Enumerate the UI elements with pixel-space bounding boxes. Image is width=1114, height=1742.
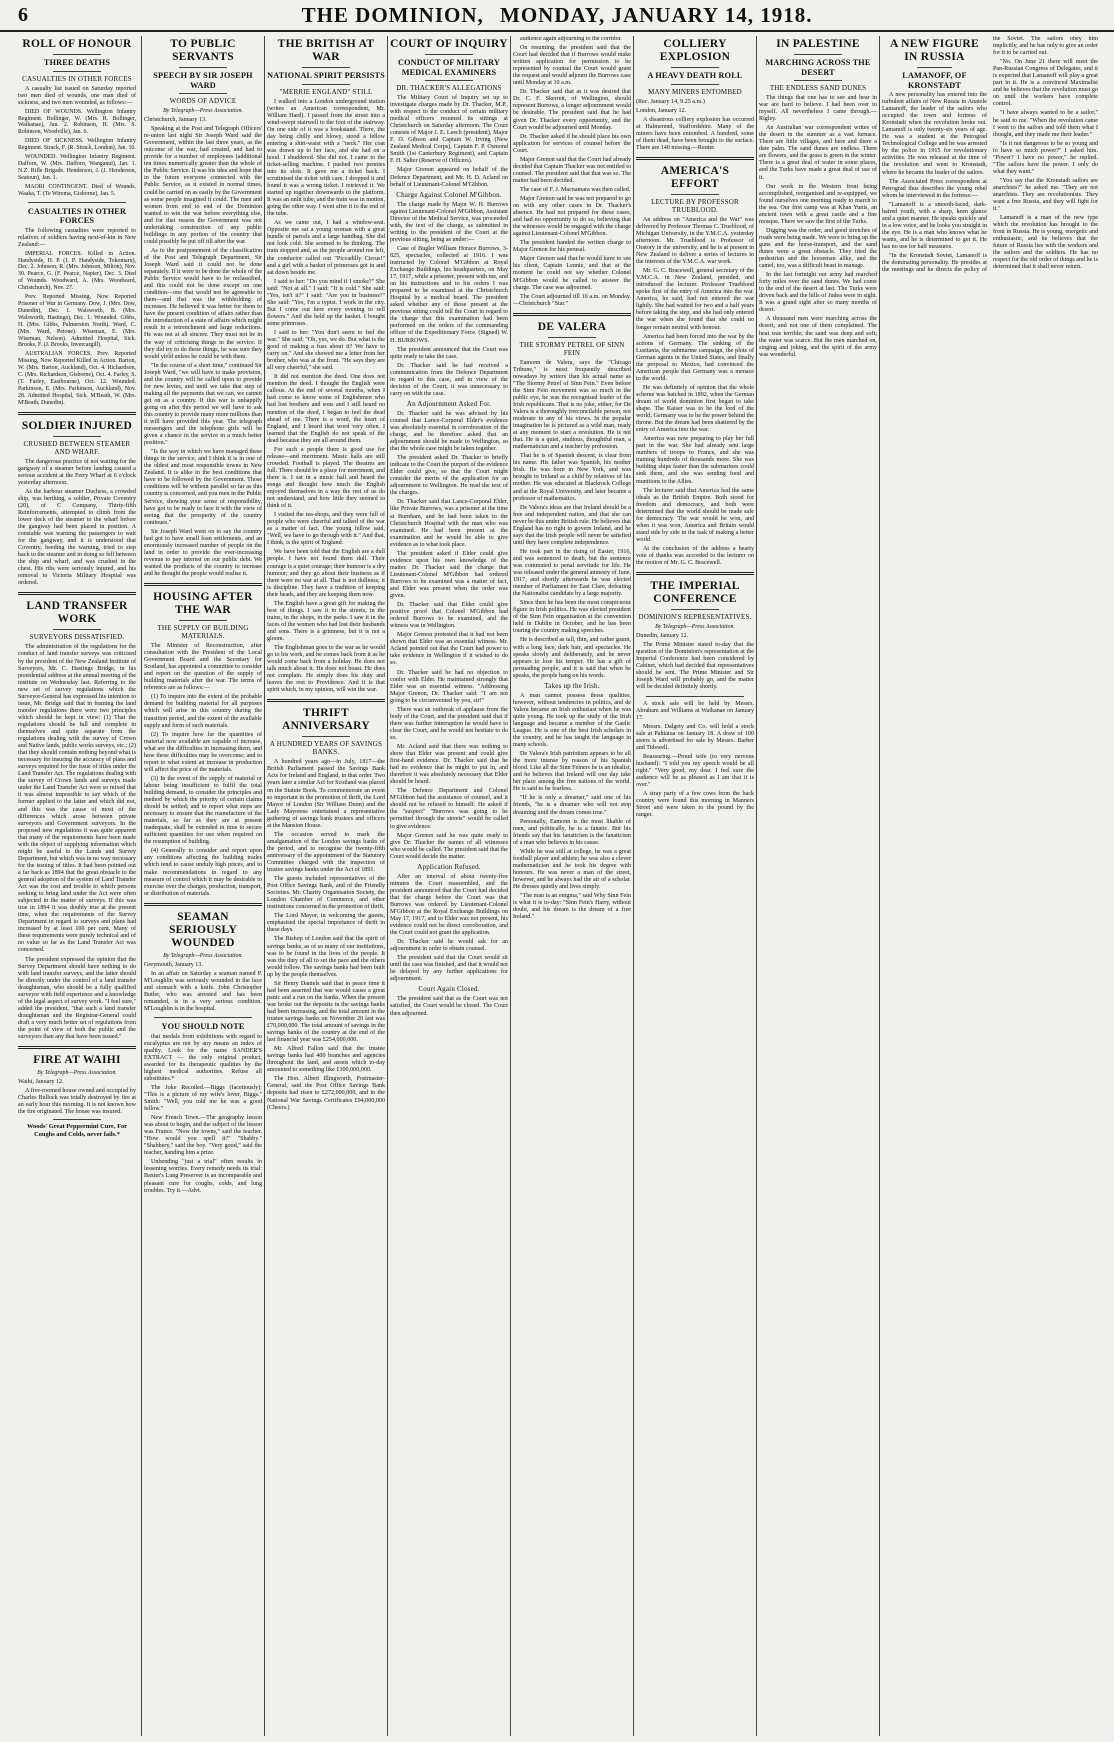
divider xyxy=(179,93,227,94)
article-paragraph: Personally, Eamonn is the most likable of men, and politically, he is a fanatic. But his friends say that his fanaticism is the fanaticism of a man who believes in his cause. xyxy=(513,818,631,846)
article-paragraph: The president expressed the opinion that the Survey Department should have nothing to do with land transfer surveys, and the latter should be directly under the control of a land transfer draughtsman, who should be a fully qualified surveyor with field experience and a knowledge of the legal aspect of survey work. "I feel sure," added the president, "that such a land transfer draughtsman and the Registrar-General could draft a very much better set of regulations from the point of view of both the public and the surveyors than any that have been issued." xyxy=(18,956,136,1041)
divider xyxy=(671,609,719,610)
dateline: Greymouth, January 13. xyxy=(144,961,203,968)
advertisement: Unbending "just a trial" often results in lessening worries. Every remedy needs its trial: Baxter's Lung Preserver is an incomparable and pleasant cure for coughs, colds, and lung troubles. Try it.—Advt. xyxy=(144,1159,262,1194)
article-paragraph: An address on "America and the War" was delivered by Professor Thomas C. Trueblood, of Michigan University, in the Y.M.C.A. yesterday afternoon. Mr. Trueblood is Professor of Oratory in the university, and he is at present in New Zealand to deliver a series of lectures in the interests of the Y.M.C.A. war work. xyxy=(636,216,754,266)
divider xyxy=(302,67,350,68)
subhead: THE SUPPLY OF BUILDING MATERIALS. xyxy=(157,624,249,641)
divider xyxy=(18,412,136,415)
column-rule xyxy=(879,36,880,1736)
article-paragraph: It did not mention the deed. One does not mention the deed. I thought the English were callous. At the end of several months, when I had come to know some of Englishmen who had lost brothers and sons and I still heard no mention of the deed, I began to feel the dead ahead of me. There is a word, the heart of England, and I heard that word very often. I learned that the English do not speak of the dead because they are all around them. xyxy=(267,374,385,444)
article-paragraph: Since then he has been the most conspicuous figure in Irish politics. He was elected president of the Sinn Fein organisation at the convention held in Dublin in October, and he has been touring the country making speeches. xyxy=(513,600,631,635)
advertisement: Woods' Great Peppermint Cure, For Coughs and Colds, never fails.* xyxy=(26,1123,128,1138)
received-line: (Rec. January 14, 9.25 a.m.) xyxy=(636,98,705,105)
column-rule xyxy=(264,36,265,1736)
dateline: Christchurch, January 13. xyxy=(144,117,207,124)
column-palestine xyxy=(759,36,877,1736)
column-public-servants xyxy=(144,36,262,1736)
article-paragraph: The Bishop of London said that the spirit of savings banks, as of so many of our institutions, was to be found in the lives of the people. It was the duty of all to set the pace and the others would follow. The savings banks had been built up by the people themselves. xyxy=(267,936,385,978)
divider xyxy=(179,67,227,68)
page-number: 6 xyxy=(18,4,28,26)
headline-court-of-inquiry: COURT OF INQUIRY xyxy=(390,38,508,50)
divider xyxy=(425,54,473,55)
divider xyxy=(917,67,952,68)
article-paragraph: There was an outbreak of applause from the body of the Court, and the president said that if there was further interruption he would have to clear the Court, and he would not hesitate to do so. xyxy=(390,706,508,741)
article-paragraph: Dr. Thacker said that as it was desired that Dr. C. F. Skerrett, of Wellington, should represent Burrows, a longer adjournment would be desirable. The president said that he had given Dr. Thacker every opportunity, and the Court would be adjourned until Monday. xyxy=(513,89,631,131)
article-paragraph: He was definitely of opinion that the whole scheme was hatched in 1892, when the German dream of world dominion first began to take shape. The Kaiser was to be the lord of the world; Germany was to be the power behind the throne. But the dream had been shattered by the entry of America into the war. xyxy=(636,384,754,434)
divider xyxy=(302,84,350,85)
article-paragraph: "In the Kronstadt Soviet, Lamanoff is the dominating personality. He presides at the meetings and he directs the policy of the Soviet. The sailors obey him implicitly, and he has only to give an order for it to be carried out. xyxy=(882,36,1098,274)
divider xyxy=(18,1046,136,1049)
subhead: MARCHING ACROSS THE DESERT xyxy=(765,58,871,77)
article-paragraph: Messrs. Dalgety and Co. will hold a stock sale at Pahiatua on January 18. A draw of 100 steers is advertised for sale by Messrs. Barber and Tidswell. xyxy=(636,723,754,751)
divider xyxy=(513,313,631,316)
article-paragraph: A stock sale will be held by Messrs. Abraham and Williams at Waikanae on January 17. xyxy=(636,700,754,721)
column-court-of-inquiry xyxy=(390,36,508,1736)
article-paragraph: The case of F. J. Macnamara was then called. xyxy=(520,186,631,193)
article-paragraph: Dr. Thacker said he was advised by his counsel that Lance-Corporal Elder's evidence was absolutely essential in corroboration of the charge, and he therefore asked that an adjournment should be made to Wellington, so that the whole case might be taken together. xyxy=(390,410,508,453)
article-paragraph: As to the postponement of the classification of the Post and Telegraph Department, Sir Joseph Ward said it could not be done separately. If it were to be done the whole of the Public Service would have to be reclassified, and this could not be done except on one condition—one that would not be agreeable to them—and that was the withholding of increases. He believed it was better for them to have the present condition of affairs rather than the introduction of a state of affairs which might result in a retrenchment and large reductions. He was not at all sincere. They must not be in the way of criticising things in the service. If they did try to do these things, he was sure they would yield unless he could be with them. xyxy=(144,247,262,360)
article-paragraph: The dangerous practice of not waiting for the gangway of a steamer before landing caused a serious accident at the Ferry Wharf at 6 o'clock yesterday afternoon. xyxy=(18,458,136,486)
article-paragraph: I said to her: "You don't seem to feel the war." She said: "Oh, yes, we do. But what is the good of making a fuss about it? We have to carry on." And she showed me a letter from her brother, who was at the front. "He says they are all very cheerful," she said. xyxy=(267,330,385,372)
russia-flow xyxy=(882,36,1098,1736)
article-paragraph: Dr. Thacker said he had received a communication from the Defence Department in regard to this case, and in view of the decision of the Court, it was unnecessary to carry on with the case. xyxy=(390,362,508,397)
article-paragraph: On resuming, the president said that the Court had decided that if Burrows would make written application for permission to be represented by counsel the Court would grant the request and would adjourn the Burrows case until Monday at 10 a.m. xyxy=(513,45,631,87)
article-paragraph: A new personality has entered into the turbulent affairs of New Russia in Anatole Lamanoff, the leader of the sailors who occupied the town and fortress of Kronstadt when the revolution broke out. Lamanoff is only twenty-six years of age. He was a student at the Petrograd Technological College and he was arrested by the police in 1915 for revolutionary activities. He was released at the time of the revolution and went to Kronstadt, where he became the leader of the sailors. xyxy=(882,92,987,176)
article-paragraph: The Court adjourned till 10 a.m. on Monday.—Christchurch "Star." xyxy=(513,293,631,307)
divider xyxy=(267,699,385,702)
article-paragraph: The occasion served to mark the amalgamation of the London savings banks of the period, and to recognise the twenty-fifth anniversary of the appointment of the Statutory Committee charged with the inspection of trustee savings banks under the Act of 1891. xyxy=(267,831,385,874)
headline-imperial-conference: THE IMPERIAL CONFERENCE xyxy=(650,580,740,606)
article-paragraph: Major Grenon said he was not prepared to go on with any other cases in Dr. Thacker's absence. He had not prepared for these cases, and had no opportunity to do so, believing that the witnesses would be engaged with the charge against Lieutenant-Colonel M'Gibbon. xyxy=(513,195,631,238)
article-paragraph: The Hon. Albert Illingworth, Postmaster-General, said the Post Office Savings Bank deposits had risen to £272,000,000, and in the National War Savings Certificates £94,000,000 (Cheers.) xyxy=(267,1076,385,1111)
article-paragraph: The president asked if Elder could give evidence upon his own knowledge of the matter. Dr. Thacker said the charge that Lieutenant-Colonel M'Gibbon had ordered Burrows to be examined was a matter of fact, and Elder was present when the order was given. xyxy=(390,550,508,600)
headline-roll-of-honour: ROLL OF HONOUR xyxy=(22,38,132,50)
advertisement: that medals from exhibitions with regard to eucalyptus are not by any means an index of quality. Look for the name SANDER'S EXTRACT — the only original product, awarded for its therapeutic qualities by the highest medical authorities. Refuse all substitutes.* xyxy=(144,1033,262,1082)
byline: By Telegraph—Press Association. xyxy=(163,108,243,114)
article-paragraph: Case of Bugler William Horace Burrows, 3-825, spectacles, collected at 1916. I was instructed by Colonel M'Gibbon at Royal Exchange Buildings, his headquarters, on May 17, 1917, while a prisoner, present with me, and on his instructions and to his orders I was prepared to be examined at the Christchurch Hospital by a medical board. The president asked whether any of those present at the previous sitting could tell the Court in regard to the charge that this examination had been performed on the orders of the commanding officer of the Expeditionary Force. (Signed) W. H. BURROWS. xyxy=(390,245,508,344)
article-paragraph: Dr. Thacker said he would ask for an adjournment in order to obtain counsel. xyxy=(390,939,508,953)
article-paragraph: The charge made by Major W. H. Burrows against Lieutenant-Colonel M'Gibbon, Assistant Director of the Medical Service, was proceeded with, the text of the charge, as submitted in writing to the president of the Court at the previous sitting, being as under:— xyxy=(390,201,508,243)
divider xyxy=(53,1119,101,1120)
dateline: Dunedin, January 12. xyxy=(636,633,689,640)
divider xyxy=(144,583,262,586)
article-paragraph: The president announced that the Court was quite ready to take the case. xyxy=(390,346,508,360)
article-paragraph: The president said that as the Court was not satisfied, the Court would be closed. The Court then adjourned. xyxy=(390,996,508,1017)
article-paragraph: Speaking at the Post and Telegraph Officers' re-union last night Sir Joseph Ward said the Government, within the last three years, as the outcome of the war, had created, and had to provide for a number of employees (additional ten times numerically greater than the whole of the Public Service. It was his idea and hope that in the future everyone connected with the Public Service, as it existed in normal times, could be carried on as easily by the Government as some people imagined it could. The men and women from end to end of the Dominion wanted to win the war before everything else, and for that reason the Government was not undertaking construction of any public buildings in any portion of the country that could possibly be put off till after the war. xyxy=(144,126,262,245)
article-paragraph: Mr. Alfred Fallon said that the trustee savings banks had 400 branches and agencies throughout the land, and assets which to-day amounted to something like £100,000,000. xyxy=(267,1046,385,1074)
casualty-list: DIED OF WOUNDS. Wellington Infantry Regiment. Bollinger, W. (Mrs. R. Bollinger, Waikanae), Jan. 2. Robinson, H. (Mrs. S. Robinson, Woodville), Jan. 6. xyxy=(18,108,136,136)
article-paragraph: As we came out, I had a window-seat. Opposite me sat a young woman with a great bundle of parcels and a large handbag. She did not look cold. She seemed to be thinking. The train stopped and, as the people around me left, the conductor called out "Piccadilly Circus!" and a girl with a basket of primroses got in and sat down beside me. xyxy=(267,220,385,276)
article-paragraph: Sir Joseph Ward went on to say the country had got to have small loan settlements, and an enormously increased number of people on the land in order to provide the ever-increasing revenue to pay interest on our public debt. We wanted the products of the country to increase and he thought the people would realise it. xyxy=(144,528,262,577)
subhead: THREE DEATHS xyxy=(43,58,111,67)
issue-date: MONDAY, JANUARY 14, 1918. xyxy=(500,3,813,27)
headline-housing: HOUSING AFTER THE WAR xyxy=(153,591,253,617)
article-paragraph: Eamonn de Valera, says the "Chicago Tribune," is most frequently described nowadays by writers than his actual name as "The Stormy Petrel of Sinn Fein." Even before the Sinn Fein movement was so much in the public eye, he was the recognised leader of the Irish republicans. That is no joke, either, for De Valera is a thoroughly irreconcilable person, not moderate in any of his views. In the popular imagination he is pictured as a wild man, ready at any moment to start a revolution. He is not that. He is a quiet, studious, thoughtful man, a mathematician and a teacher by profession. xyxy=(513,359,631,451)
article-paragraph: A man cannot possess those qualities, however, without tendencies in politics, and de Valera became an Irish enthusiast when he was quite young. He took up the study of the Irish language and became a member of the Gaelic League. He is one of the best Irish scholars in the country, and he has taught the language in many schools. xyxy=(513,692,631,749)
article-paragraph: A five-roomed house owned and occupied by Charles Bullock was totally destroyed by fire at an early hour this morning. It is not known how the fire originated. The house was insured. xyxy=(18,1088,136,1116)
article-paragraph: For such a people there is good use for release—and merriment. Music halls are still crowded. Football is played. The theatres are full. There should be a place for merriment, and there is. I sat in a music hall and heard the songs and thought how much the English enjoyed themselves in a way the rest of us do not understand, and how little they seemed to think of it. xyxy=(267,446,385,510)
article-paragraph: The Associated Press correspondent at Petrograd thus describes the young rebel whom he interviewed in the fortress:— xyxy=(882,178,987,199)
article-paragraph: The Englishman goes to the war as he would go to his work, and he comes back from it as he would come back from a holiday. He does not talk much about it. He does not boast. He does not complain. He simply does his duty and leaves the rest to Providence. And it is that spirit which, in my opinion, will win the war. xyxy=(267,645,385,694)
article-paragraph: Major Grenon protested that it had not been shown that Elder was an essential witness. Mr. Acland pointed out that the Court had power to take evidence in Wellington if it wished to do so. xyxy=(390,632,508,667)
headline-colliery-explosion: COLLIERY EXPLOSION xyxy=(659,38,731,63)
casualty-list: Prev. Reported Missing, Now Reported Prisoner of War in Germany. Dow, J. (Mrs. Dow, Dunedin), Dec. 1. Walsworth, B. (Mrs. Walsworth, Hastings), Dec. 1. Wounded. Gibbs, H. (Mrs. Gibbs, Palmerston North). Ward, C. (Mrs. Ward, Petone). Wiseman, E. (Mrs. Wiseman, Nelson). Admitted Hospital, Sick. Brooks, F. (J. Brooks, Invercargill). xyxy=(18,294,136,349)
article-paragraph: "You say that the Kronstadt sailors are anarchists?" he asked me. "They are not anarchists. They are revolutionists. They want a free Russia, and they will fight for it." xyxy=(993,177,1098,213)
article-paragraph: America had been forced into the war by the actions of Germany. The sinking of the Lusitania, the submarine campaign, the plots of German agents in the United States, and finally the proposal to Mexico, had convinced the American people that Germany was a menace to the world. xyxy=(636,333,754,382)
subhead: THE ENDLESS SAND DUNES xyxy=(769,84,867,92)
article-paragraph: The things that one has to see and hear in war are hard to believe. I had been over to myself. All nevertheless I came through.—Rigley. xyxy=(759,95,877,123)
article-paragraph: Major Grenon appeared on behalf of the Defence Department, and Mr. H. D. Acland on behalf of Lieutenant-Colonel M'Gibbon. xyxy=(390,167,508,188)
article-paragraph: "No. On June 21 there will meet the Pan-Russian Congress of Delegates, and it is expected that Lamanoff will play a great part in it. He is a convinced Maximalist and he believes that the revolution must go on until the workers have complete control. xyxy=(993,59,1098,108)
divider xyxy=(548,337,596,338)
subhead: YOU SHOULD NOTE xyxy=(161,1022,245,1032)
divider xyxy=(144,903,262,906)
column-rule xyxy=(633,36,634,1736)
section-head: Charge Against Colonel M'Gibbon. xyxy=(396,190,502,199)
article-paragraph: As the harbour steamer Duchess, a crowded ship, was berthing, a soldier, Private Coventry (20), of C Company, Thirty-fifth Reinforcements, attempted to climb from the lower deck of the steamer to the wharf before the gangway had been placed in position. A constable was warning the passengers to wait for the gangway, and it is understood that Coventry, heeding the warning, tried to step back to the steamer and in doing so fell between the ship and wharf, and was crushed in the chest. His ribs were seriously injured, and his removal to Victoria Military Hospital was ordered. xyxy=(18,488,136,587)
article-paragraph: A casualty list issued on Saturday reported two men died of wounds, one man died of sickness, and two men wounded, as follows:— xyxy=(18,85,136,106)
section-head: An Adjournment Asked For. xyxy=(406,399,492,408)
subhead: CONDUCT OF MILITARY MEDICAL EXAMINERS xyxy=(397,58,501,77)
subhead: WORDS OF ADVICE xyxy=(169,97,237,105)
subhead: CRUSHED BETWEEN STEAMER AND WHARF. xyxy=(23,439,131,456)
article-paragraph: Digging was the order, and good stretches of roads were being made. We were to bring up the guns and the horse-transport, and the sand dunes were a great obstacle. They tried the pedestrian and the horseman alike, and the camel, too, was a difficult beast to manage. xyxy=(759,227,877,270)
divider xyxy=(302,736,350,737)
article-paragraph: I walked into a London underground station (writes an American correspondent, Mr. William Hard). I passed from the street into a wind-swept stairwell to the foot of the stairway. On one side of it was a bookstand. There, the day being chilly and blowy, stood a fellow entering a shirt-waist with a "neck." Her coat was drawn up to her face, and she had on a hood. I shuddered. She did not. I came to the ticket-selling machine. I pushed two pennies into its slots. It gave me a ticket back. I scrutinised the ticket with care. I dropped it and found it was a wrong ticket. I retrieved it. We started up together downwards to the platform. It was an unlit tube, and the train was in motion, going the other way. I went after it to the end of the tube. xyxy=(267,98,385,218)
divider xyxy=(53,436,101,437)
article-paragraph: Mr. G. C. Bracewell, general secretary of the Y.M.C.A. in New Zealand, presided, and introduced the lecturer. Professor Trueblood spoke first of the entry of America into the war. America, he said, had not entered the war lightly. She had waited for two and a half years before taking the step, and she had only entered the war when she found that she could no longer remain neutral with honour. xyxy=(636,268,754,331)
column-rule xyxy=(387,36,388,1736)
paper-name: THE DOMINION, xyxy=(301,3,484,27)
divider xyxy=(794,54,842,55)
headline-de-valera: DE VALERA xyxy=(537,320,607,333)
section-head: Court Again Closed. xyxy=(418,985,480,994)
article-paragraph: He took part in the rising of Easter, 1916, and was sentenced to death, but the sentence was commuted to penal servitude for life. He was released under the general amnesty of June, 1917, and shortly afterwards he was elected member of Parliament for East Clare, defeating the Nationalist candidate by a large majority. xyxy=(513,548,631,598)
article-paragraph: (2) To inquire how far the quantities of material now available are capable of increase, what are the difficulties in increasing them, and how these difficulties may be overcome; and to report to what extent an increase in production will affect the price of the materials. xyxy=(144,731,262,773)
article-paragraph: Dr. Thacker said that Elder could give positive proof that Colonel M'Gibbon had ordered Burrows to be examined, and the witness was in Wellington. xyxy=(390,602,508,630)
article-paragraph: The administration of the regulations for the conduct of land transfer surveys was criticised by the president of the New Zealand Institute of Surveyors, Mr. C. Hastings Bridge, in his presidential address at the annual meeting of the institute on Wednesday last. Referring to the new set of survey regulations which the Surveyor-General has expressed his intention to issue, Mr. Bridge said that in framing the land transfer regulations there were two principles which should be kept in view: (1) That the regulations should be full and complete in themselves and quite separate from the regulations dealing with the survey of Crown and Native lands, public works surveys, etc.; (2) that they should contain nothing beyond what is necessary for insuring the accuracy of plans and surveys required for the issue of titles under the Land Transfer Act. The regulations dealing with the survey of Crown lands and surveys made under the Land Transfer Act were so mixed that it was almost impossible to say which of the former applied to the latter and which did not, and this was the cause of most of the differences which arose between private surveyors and Government surveyors. In the proposed new regulations it was quite apparent that many of the requirements have been made with the object of supplying information which might be useful to the Lands and Survey Department, but which was in no way necessary for the issuing of titles. It had been pointed out a far back as 1894 that the great obstacle to the general adoption of the system of Land Transfer Act was the cost and trouble to which persons seeking to bring land under the Act were often subjected in the matter of surveys. If this was true in 1894 it was doubly true at the present time, when the requirements of the Survey Department in regard to surveys and plans had increased by at least 100 per cent. Many of these requirements were purely technical and of no value so far as the Land Transfer Act was concerned. xyxy=(18,644,136,954)
article-paragraph: The Prime Minister stated to-day that the question of the Dominion's representation at the Imperial Conference had been considered by Cabinet, which had decided that representatives should be sent. The Prime Minister and Sir Joseph Ward will probably go, and the matter will be decided definitely shortly. xyxy=(636,642,754,691)
article-paragraph: New French Town.—The geography lesson was about to begin, and the subject of the lesson was France. "Now the towns," said the teacher. "How would you spell it?" "Shabby." "Shabbery," said the boy. "Very good," said the teacher, handing him a prize. xyxy=(144,1115,262,1157)
column-roll-of-honour xyxy=(18,36,136,1736)
divider xyxy=(53,54,101,55)
article-paragraph: He is described as tall, thin, and rather gaunt, with a long face, dark hair, and spectacles. He speaks slowly and deliberately, and he never appears to lose his temper. He has a gift of persuading people, and it is said that when he speaks, the people hang on his words. xyxy=(513,637,631,679)
article-paragraph: The Joke Recoiled.—Biggs (facetiously): "This is a picture of my wife's lover, Biggs." Smith: "Well, you told me he was a good fellow." xyxy=(144,1084,262,1113)
divider xyxy=(646,696,744,697)
article-paragraph: An Australian war correspondent writes of the desert in the summer as a vast furnace. There are little villages, and here and there a date palm. The sand dunes are endless. There are flowers, and the grass is green in the winter. There is a great deal of water in some places, and the Turks have made a great deal of use of it. xyxy=(759,125,877,181)
column-rule xyxy=(141,36,142,1736)
article-paragraph: The lecturer said that America had the same ideals as the British Empire. Both stood for freedom and democracy, and both were determined that the world should be made safe for democracy. The war would be won, and when it was won, America and Britain would stand side by side in the task of making a better world. xyxy=(636,487,754,543)
subhead: SPEECH BY SIR JOSEPH WARD xyxy=(153,71,253,90)
column-rule xyxy=(756,36,757,1736)
article-paragraph: The English have a great gift for making the best of things. I saw it in the streets, in the trains, in the shops, in the parks. I saw it in the faces of the women who had lost their husbands and sons. There is a grimness, but it is not a gloom. xyxy=(267,600,385,642)
article-paragraph: The guests included representatives of the Post Office Savings Bank, and of the Friendly Societies. Mr. Charity Organisation Society, the London Chamber of Commerce, and other institutions concerned in the promotion of thrift. xyxy=(267,876,385,911)
subhead: A HEAVY DEATH ROLL xyxy=(647,71,743,80)
byline: By Telegraph—Press Association. xyxy=(655,624,735,631)
headline-land-transfer: LAND TRANSFER WORK xyxy=(26,600,128,626)
headline-british-at-war: THE BRITISH AT WAR xyxy=(277,38,375,63)
article-paragraph: We have been told that the English are a dull people. I have not found them dull. Their courage is a quiet courage; their humour is a dry humour; and they go about their business as if there were no war at all. That is not dullness; it is discipline. They have a tradition of keeping their heads, and they are keeping them now. xyxy=(267,549,385,598)
section-head: Takes up the Irish. xyxy=(544,681,600,690)
subhead: CASUALTIES IN OTHER FORCES xyxy=(27,206,127,226)
article-paragraph: The president said that the Court would sit until the case was finished, and that it would not be delayed by any further applications for adjournment. xyxy=(390,955,508,983)
article-paragraph: The president asked Dr. Thacker to briefly indicate to the Court the purport of the evidence Elder could give, so that the Court might consider the merits of the application for an adjournment to Wellington. He read the text of the charges. xyxy=(390,455,508,497)
column-new-figure-russia xyxy=(882,36,1098,1736)
casualty-list: MAORI CONTINGENT. Died of Wounds. Waaka, T. (Te Wirema, Gisborne), Jan. 5. xyxy=(18,183,136,197)
subhead: LAMANOFF, OF KRONSTADT xyxy=(902,71,967,90)
subhead: MANY MINERS ENTOMBED xyxy=(648,87,742,96)
article-paragraph: The Military Court of Inquiry set up to investigate charges made by Dr. Thacker, M.P., with respect to the conduct of certain military medical officers resumed its sittings at Christchurch on Saturday afternoon. The Court consists of Major J. E. Leech (president), Major F. O. Gibson and Captain W. Irving (New Zealand Medical Corps), Captain F. P. Osmond Smith (1st Canterbury Regiment), and Captain F. H. Salter (Reserve of Officers). xyxy=(390,95,508,165)
divider xyxy=(425,80,473,81)
divider xyxy=(179,620,227,621)
article-paragraph: Sir Henry Daniels said that in peace time it had been asserted that war would cause a great panic and a run on the banks. When the present war broke out the deposits in the savings banks had been increasing, and the total amount in the trustee savings banks on November 20 last was £70,000,000. The total amount of savings in the savings banks of the country at the end of the last financial year was £254,000,000. xyxy=(267,980,385,1044)
article-paragraph: After an interval of about twenty-five minutes the Court reassembled, and the president announced that the Court had decided that the charge before the Court was that Burrows was ordered by Lieutenant-Colonel M'Gibbon at the Royal Exchange Buildings on May 17, 1917, and to Elder was not present, his evidence could not be direct corroboration, and the Court could not grant the application. xyxy=(390,873,508,937)
subhead: DOMINION'S REPRESENTATIVES. xyxy=(638,613,752,622)
article-paragraph: "In the course of a short time," continued Sir Joseph Ward, "we will have to make provision, and the country will be called upon to provide for new levies, and until we take that step of making all the payments that we can, we cannot get on as a country. If this war is unhappily going on after this period we will have to ask this country to provide many more millions than it will have provided this year. The telegraph messengers and the telephone girls will be given a chance in the service in a much better position." xyxy=(144,362,262,447)
dateline: Waihi, January 12. xyxy=(18,1079,64,1086)
article-paragraph: De Valera's ideas are that Ireland should be a free and independent nation, and that she can never be this under British rule. He believes that England has no right to govern Ireland, and he says that the Irish people will never be satisfied until they have complete independence. xyxy=(513,504,631,546)
headline-public-servants: TO PUBLIC SERVANTS xyxy=(170,38,236,63)
article-paragraph: The Lord Mayor, in welcoming the guests, emphasised the special importance of thrift in these days. xyxy=(267,913,385,934)
article-paragraph: A thousand men were marching across the desert, and not one of them complained. The heat was terrible; the sand was deep and soft; the water was scarce. But the men marched on, singing and joking, and the spirit of the army was wonderful. xyxy=(759,316,877,358)
subhead: DR. THACKER'S ALLEGATIONS xyxy=(396,84,502,92)
article-paragraph: "Is it not dangerous to be so young and to have so much power?" I asked him. "Power? I have no power," he replied. "The sailors have the power. I only do what they want." xyxy=(993,140,1098,175)
headline-seaman-wounded: SEAMAN SERIOUSLY WOUNDED xyxy=(168,910,238,949)
column-de-valera xyxy=(513,36,631,1736)
article-paragraph: While he was still at college, he was a great football player and athlete; he was also a clever mathematician and he took his degree with honours. He was never a man of the street, however, and he always had the air of a scholar. He dresses quietly and lives simply. xyxy=(513,848,631,890)
article-paragraph: Dr. Thacker asked if he should place his own application for services of counsel before the Court. xyxy=(513,133,631,154)
subhead: THE STORMY PETREL OF SINN FEIN xyxy=(519,340,625,357)
subhead: LECTURE BY PROFESSOR TRUEBLOOD. xyxy=(651,197,739,214)
divider xyxy=(794,80,842,81)
article-paragraph: I said to her: "Do you mind if I smoke?" She said: "Not at all." I said: "It is cold." She said: "Yes, isn't it?" I said: "Are you in business?" She said: "Yes, I'm a typist. I work in the city. But I come out here every evening to sell flowers." And she held up the basket. I bought some primroses. xyxy=(267,278,385,327)
article-paragraph: A hundred years ago—in July, 1817—the British Parliament passed the Savings Bank Acts for Ireland and England, in that order. Two years later a similar Act for Scotland was placed on the Statute Book. To commemorate an event so important in the promotion of thrift, the Lord Mayor of London (Sir William Dunn) and the Lady Mayoress entertained a representative gathering of savings bank trustees and officers at the Mansion House. xyxy=(267,759,385,829)
article-paragraph: Major Grenon said that he would have to see his client, Captain Lennie, and that at the moment he could not say whether Colonel M'Gibbon would be called to answer the charge. The case was adjourned. xyxy=(513,256,631,291)
divider xyxy=(636,157,754,160)
article-paragraph: The president handed the written charge to Major Grenon for his perusal. xyxy=(513,240,631,254)
article-paragraph: Dr. Thacker said he had no objection to confer with Elder. He maintained strongly that Elder was an essential witness. "Addressing Major Grenon, Dr. Thacker said: "I am not going to be circumvented by you, sir!" xyxy=(390,669,508,704)
article-paragraph: The Minister of Reconstruction, after consultation with the President of the Local Government Board and the Secretary for Scotland, has appointed a committee to consider and report on the question of the supply of building materials after the war. The terms of reference are as follows:— xyxy=(144,643,262,692)
subhead: "MERRIE ENGLAND" STILL xyxy=(279,87,373,96)
article-paragraph: "Is the way in which we have managed these things in the service, and I think it is in one of the oldest and most responsible towns in New Zealand. It is alike in the best conditions that have to be followed by the Government. Those conditions will be without parallel so far as this country is concerned, and you men in the Public Service, showing your sense of responsibility, have got to be ready to face it with the view of seeing that the prosperity of the country continues." xyxy=(144,449,262,526)
article-paragraph: I visited the tea-shops, and they were full of people who were cheerful and talked of the war as a matter of fact. One young fellow said, "Well, we have to go through with it." And that, I think, is the spirit of England. xyxy=(267,512,385,547)
article-paragraph: Mr. Acland said that there was nothing to show that Elder was present and could give first-hand evidence. Dr. Thacker said that he had no evidence that he might to put in, and therefore it was absolutely necessary that Elder should be heard. xyxy=(390,743,508,786)
masthead xyxy=(0,0,1114,32)
article-paragraph: A stray party of a few cows from the back country were found this morning in Manners Street and were taken to the pound by the ranger. xyxy=(636,791,754,819)
article-paragraph: Our work in the Western front being accomplished, reorganised and re-equipped, we found ourselves one morning ready to march to the sea. Our first camp was at Khan Yunis, an ancient town with a great castle and a fine mosque. There we saw the first of the Turks. xyxy=(759,183,877,225)
divider xyxy=(671,84,719,85)
column-rule xyxy=(510,36,511,1736)
byline: By Telegraph—Press Association. xyxy=(37,1070,117,1077)
casualty-list: IMPERIAL FORCES. Killed in Action. Handyside, H. P. (J. P. Handyside, Tokomaru), Dec. 2. Johnson, R. (Mrs. Johnson, Milton), Nov. 30. Pearce, G. (F. Pearce, Napier), Dec. 3. Died of Wounds. Woodward, A. (Mrs. Woodward, Christchurch), Nov. 27. xyxy=(18,250,136,292)
subhead: NATIONAL SPIRIT PERSISTS xyxy=(267,71,385,80)
article-paragraph: Lamanoff is a man of the new type which the revolution has brought to the front in Russia. He is young, energetic and enthusiastic, and he believes that the future of Russia lies with the workers and the sailors and the soldiers. He has no respect for the old order of things and he is determined that it shall never return. xyxy=(993,215,1098,271)
divider xyxy=(671,67,719,68)
article-paragraph: "The man is an enigma," said Why Sinn Fein is what it is to-day: "Sinn Fein's Harry, without doubt, and his dream is the dream of a free Ireland." xyxy=(513,893,631,921)
casualty-list: WOUNDED. Wellington Infantry Regiment. Dafforn, W. (Mrs. Dafforn, Wanganui), Jan. 1. N.Z. Rifle Brigade. Henderson, J. (J. Henderson, Seatoun), Jan. 1. xyxy=(18,154,136,181)
headline-fire-at-waihi: FIRE AT WAIHI xyxy=(33,1054,121,1067)
article-paragraph: Dr. Thacker said that Lance-Corporal Elder, like Private Burrows, was a prisoner at the time at Burnham, and he had been taken to the Christchurch Hospital with the man who was examined. He had been present at the examination and he would be able to give evidence as to what took place. xyxy=(390,499,508,548)
article-paragraph: The Defence Department and Colonel M'Gibbon had the assistance of counsel, and it should not be refused to himself. He asked if the "suspect" "Burrows was going to be permitted through the streets" would be called to give evidence. xyxy=(390,788,508,830)
subhead: SURVEYORS DISSATISFIED. xyxy=(29,633,125,642)
divider xyxy=(671,194,719,195)
casualty-list: AUSTRALIAN FORCES. Prev. Reported Missing, Now Reported Killed in Action. Barton, W. (Mrs. Barton, Auckland), Oct. 4. Richardson, C. (Mrs. Richardson, Gisborne), Oct. 4. Farley, S. (T. Farley, Eastbourne), Oct. 12. Wounded. Parkinson, E. (Mrs. Parkinson, Auckland), Nov. 28. Admitted Hospital, Sick. M'Beath, W. (Mrs. M'Beath, Dunedin). xyxy=(18,351,136,406)
article-paragraph: In an affair on Saturday a seaman named P. M'Loughlin was seriously wounded in the face and stomach with a knife. John Christopher Butler, who was arrested and has been remanded, is in a very serious condition. M'Loughlin is in the hospital. xyxy=(144,970,262,1013)
article-paragraph: (1) To inquire into the extent of the probable demand for building material for all purposes which will arise in this country during the transition period, and the extent of the available supply and form of such materials. xyxy=(144,694,262,729)
article-paragraph: The following casualties were reported to relatives of soldiers having next-of-kin in New Zealand:— xyxy=(18,227,136,248)
article-paragraph: That he is of Spanish descent, is clear from his name. His father was Spanish, his mother Irish. He was born in New York, and was brought to Ireland as a child by relatives of his mother. He was educated at Blackrock College and at the Royal University, and later became a professor of mathematics. xyxy=(513,453,631,502)
article-paragraph: "If he is only a dreamer," said one of his friends, "he is a dreamer who will not stop dreaming until the dream comes true." xyxy=(513,795,631,816)
subhead: CASUALTIES IN OTHER FORCES xyxy=(22,74,132,83)
divider xyxy=(53,629,101,630)
subhead: A HUNDRED YEARS OF SAVINGS BANKS. xyxy=(269,740,383,757)
article-paragraph: Major Grenon said he was quite ready to give Dr. Thacker the names of all witnesses who would be called. The president said that the Court would decide the matter. xyxy=(390,832,508,860)
article-paragraph: At the conclusion of the address a hearty vote of thanks was accorded to the lecturer on the motion of Mr. G. C. Bracewell. xyxy=(636,545,754,567)
article-paragraph: "I have always wanted to be a sailor," he said to me. "When the revolution came I went to the sailors and told them what I thought, and they made me their leader." xyxy=(993,110,1098,138)
article-paragraph: "Lamanoff is a smooth-faced, dark-haired youth, with a sharp, keen glance and a quiet manner. He speaks quickly and in a low voice, and he looks you straight in the eye. He is a man who knows what he wants, and he is determined to get it. He has no use for half measures. xyxy=(882,201,987,250)
article-paragraph: (3) In the event of the supply of material or labour being insufficient to fulfil the total building demand, to consider the principles and method by which the priority of certain claims should be settled; and to report what steps are necessary to ensure that the manufacture of the materials, so far as they are at present inadequate, shall be extended in time to secure sufficient quantities for use when required on the resumption of building. xyxy=(144,775,262,846)
dateline: London, January 12. xyxy=(636,107,687,114)
section-head: Application Refused. xyxy=(417,862,481,871)
article-paragraph: De Valera's Irish patriotism appears to be all the more intense by reason of his Spanish blood. Like all the Sinn Feiners he is an idealist, and he believes that Ireland will one day take her place among the free nations of the world. He is said to be fearless. xyxy=(513,751,631,793)
casualty-list: DIED OF SICKNESS. Wellington Infantry Regiment. Strack, F. (R. Strack, London), Jan. 10. xyxy=(18,138,136,152)
divider xyxy=(28,202,126,203)
masthead-title xyxy=(0,3,1114,28)
article-paragraph: In the last fortnight our army had marched forty miles over the sand dunes. We had come to the end of the desert at last. The Turks were driven back and the hills of Judea were in sight. It was a grand sight after so many months of desert. xyxy=(759,272,877,314)
article-paragraph: audience again adjourning to the corridor. xyxy=(520,36,622,42)
column-british-at-war xyxy=(267,36,385,1736)
headline-in-palestine: IN PALESTINE xyxy=(776,38,860,50)
headline-new-figure-russia: A NEW FIGURE IN RUSSIA xyxy=(889,38,979,63)
headline-thrift-anniversary: THRIFT ANNIVERSARY xyxy=(282,707,370,733)
headline-soldier-injured: SOLDIER INJURED xyxy=(21,419,133,432)
article-paragraph: (4) Generally to consider and report upon any conditions affecting the building trades which tend to cause unduly high prices, and to make recommendations in regard to any measure of control which it may be desirable to exercise over the charges, production, transport, or distribution of materials. xyxy=(144,848,262,897)
article-paragraph: Reassuring.—Proud wife (to very nervous husband): "I told you my speech would be all right." "Very good, my dear. I feel sure the audience will be as pleased as I am that it is over." xyxy=(636,753,754,789)
divider xyxy=(154,1017,252,1018)
divider xyxy=(18,592,136,595)
divider xyxy=(53,71,101,72)
article-paragraph: Major Grenon said that the Court had already decided that Captain Thacker was not entitled to counsel. The president said that that was so. The matter had been decided. xyxy=(513,156,631,184)
article-paragraph: A disastrous colliery explosion has occurred at Halmerend, Staffordshire. Many of the miners have been entombed. A hundred, some of them dead, have been brought to the surface. There are 140 missing.—Reuter. xyxy=(636,116,754,151)
divider xyxy=(636,572,754,575)
headline-americas-effort: AMERICA'S EFFORT xyxy=(660,164,730,190)
byline: By Telegraph—Press Association. xyxy=(163,952,243,959)
article-paragraph: America was now preparing to play her full part in the war. She had already sent large numbers of troops to France, and she was training hundreds of thousands more. She was building ships faster than the submarines could sink them, and she was sending food and munitions to the Allies. xyxy=(636,436,754,485)
column-colliery-explosion xyxy=(636,36,754,1736)
